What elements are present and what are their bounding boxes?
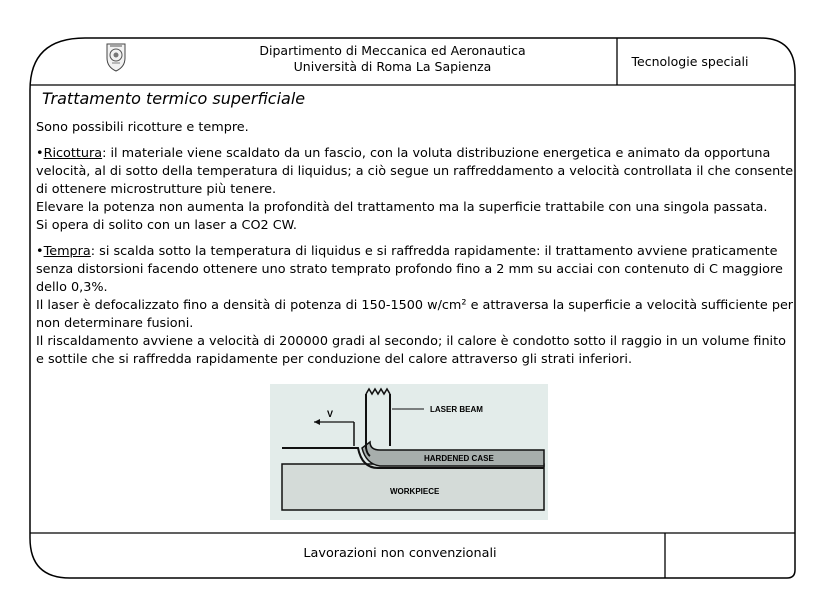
intro-text: Sono possibili ricotture e tempre. — [36, 120, 249, 135]
department-name: Dipartimento di Meccanica ed Aeronautica — [259, 43, 526, 58]
slide-body — [36, 119, 796, 369]
ricottura-paragraph — [36, 145, 796, 199]
hardened-case-label: HARDENED CASE — [424, 454, 494, 463]
laser-hardening-diagram — [270, 384, 548, 520]
laser-beam-label: LASER BEAM — [430, 405, 483, 414]
bullet: • — [36, 146, 44, 161]
header-institution — [230, 43, 555, 75]
course-name: Tecnologie speciali — [631, 54, 749, 69]
tempra-description: : si scalda sotto la temperatura di liquidus e si raffredda rapidamente: il trattamento avviene praticamente senza distorsioni facendo ottenere uno strato temprato profondo fino a 2 mm su acciai con contenuto di C maggiore dello 0,3%. — [36, 244, 783, 295]
workpiece-label: WORKPIECE — [390, 487, 440, 496]
ricottura-description: : il materiale viene scaldato da un fascio, con la voluta distribuzione energetica e animato da opportuna velocità, al di sotto della temperatura di liquidus; a ciò segue un raffreddamento a velocità controllata il che consente di ottenere microstrutture più tenere. — [36, 146, 794, 197]
university-name: Università di Roma La Sapienza — [293, 59, 492, 74]
tempra-paragraph — [36, 243, 796, 297]
tempra-heating-note: Il riscaldamento avviene a velocità di 200000 gradi al secondo; il calore è condotto sotto il raggio in un volume finito e sottile che si raffredda rapidamente per conduzione del calore attraverso gli strati inferiori. — [36, 334, 786, 367]
ricottura-laser-note: Si opera di solito con un laser a CO2 CW. — [36, 218, 297, 233]
ricottura-term: Ricottura — [43, 146, 103, 161]
slide-title: Trattamento termico superficiale — [42, 89, 306, 108]
tempra-laser-note: Il laser è defocalizzato fino a densità di potenza di 150-1500 w/cm² e attraversa la superficie a velocità sufficiente per non determinare fusioni. — [36, 298, 794, 331]
university-seal-icon — [104, 42, 128, 72]
tempra-term: Tempra — [43, 244, 91, 259]
ricottura-power-note: Elevare la potenza non aumenta la profondità del trattamento ma la superficie trattabile con una singola passata. — [36, 200, 768, 215]
bullet: • — [36, 244, 44, 259]
footer-title: Lavorazioni non convenzionali — [303, 546, 497, 561]
velocity-label: V — [327, 409, 334, 419]
